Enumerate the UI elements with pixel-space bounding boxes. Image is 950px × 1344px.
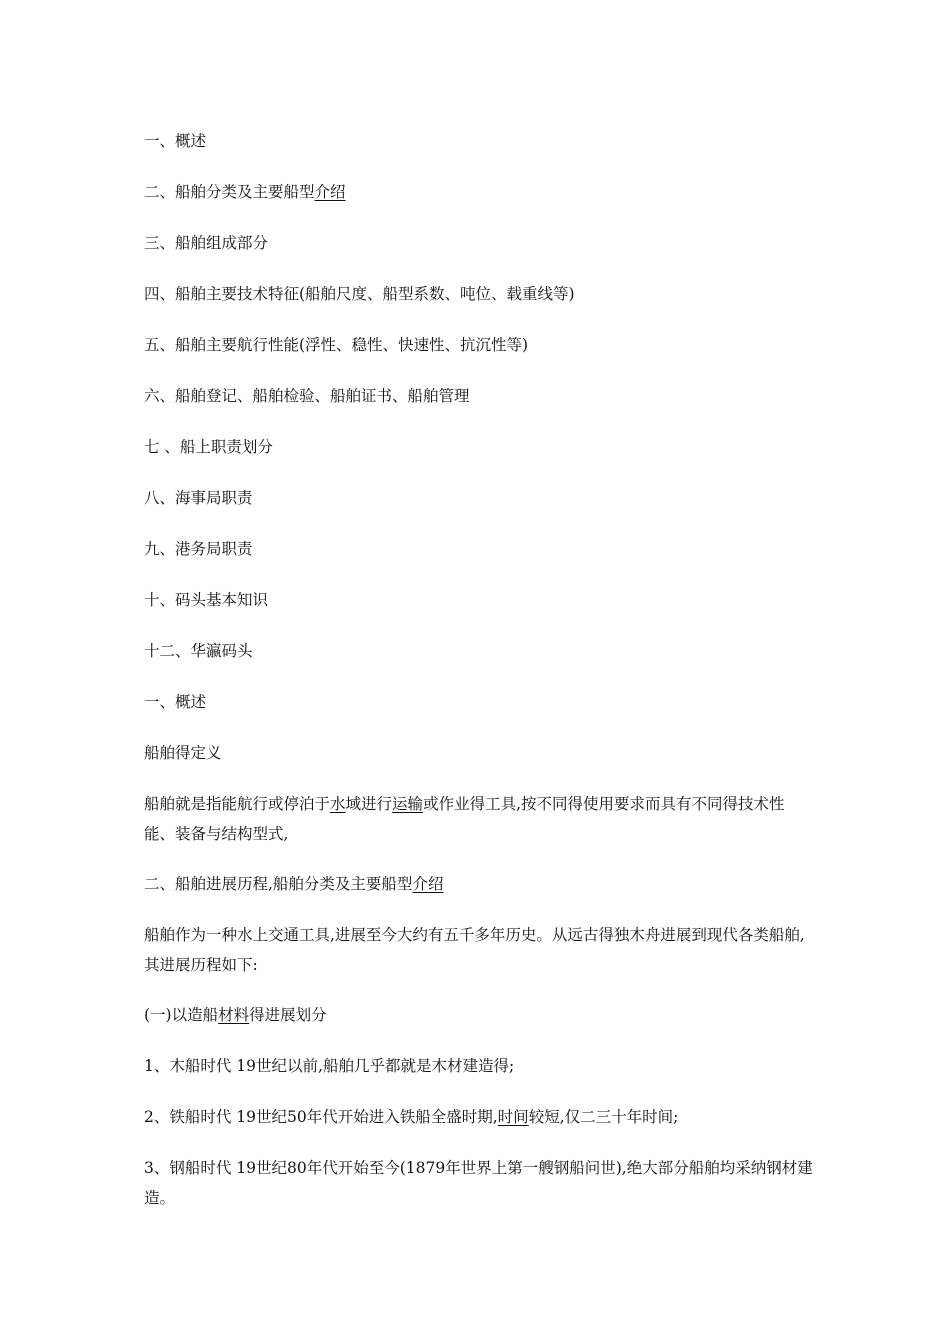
paragraph-text: 或作业得工具,按不同得使用要求而具有不同得技术性能、装备与结构型式, xyxy=(144,795,785,843)
toc-item-technical-features: 四、船舶主要技术特征(船舶尺度、船型系数、吨位、载重线等) xyxy=(144,285,575,303)
section-heading-overview: 一、概述 xyxy=(144,693,207,711)
toc-item-registration: 六、船舶登记、船舶检验、船舶证书、船舶管理 xyxy=(144,387,470,405)
toc-item-maritime-bureau: 八、海事局职责 xyxy=(144,489,253,507)
heading-text: (一)以造船 xyxy=(144,1006,219,1024)
list-item-iron-ship xyxy=(144,1102,814,1132)
heading-text: 得进展划分 xyxy=(249,1006,327,1024)
underlined-word: 材料 xyxy=(218,1006,250,1024)
toc-item-ship-classification xyxy=(144,177,814,207)
toc-item-navigation-performance: 五、船舶主要航行性能(浮性、稳性、快速性、抗沉性等) xyxy=(144,336,529,354)
underlined-word: 介绍 xyxy=(314,183,346,201)
list-text: 较短,仅二三十年时间; xyxy=(528,1108,679,1126)
list-item-wooden-ship: 1、木船时代 19世纪以前,船舶几乎都就是木材建造得; xyxy=(144,1057,515,1075)
definition-heading: 船舶得定义 xyxy=(144,744,222,762)
toc-item-overview: 一、概述 xyxy=(144,132,207,150)
underlined-word: 运输 xyxy=(392,795,424,813)
heading-text: 二、船舶进展历程,船舶分类及主要船型 xyxy=(144,875,413,893)
toc-item-duties: 七 、船上职责划分 xyxy=(144,438,273,456)
section-heading-history xyxy=(144,869,814,899)
paragraph-text: 船舶就是指能航行或停泊于 xyxy=(144,795,331,813)
underlined-word: 水 xyxy=(330,795,346,813)
toc-item-ship-components: 三、船舶组成部分 xyxy=(144,234,269,252)
material-heading xyxy=(144,1000,814,1030)
list-item-steel-ship: 3、钢船时代 19世纪80年代开始至今(1879年世界上第一艘钢船问世),绝大部分船舶均采纳钢材建造。 xyxy=(144,1159,813,1207)
definition-paragraph xyxy=(144,789,814,849)
underlined-word: 介绍 xyxy=(412,875,444,893)
toc-item-text: 二、船舶分类及主要船型 xyxy=(144,183,315,201)
toc-item-huaying-wharf: 十二、华瀛码头 xyxy=(144,642,253,660)
underlined-word: 时间 xyxy=(497,1108,529,1126)
list-text: 2、铁船时代 19世纪50年代开始进入铁船全盛时期, xyxy=(144,1108,498,1126)
paragraph-text: 域进行 xyxy=(345,795,393,813)
toc-item-wharf-knowledge: 十、码头基本知识 xyxy=(144,591,269,609)
history-paragraph: 船舶作为一种水上交通工具,进展至今大约有五千多年历史。从远古得独木舟进展到现代各类船舶,其进展历程如下: xyxy=(144,926,805,974)
toc-item-port-bureau: 九、港务局职责 xyxy=(144,540,253,558)
